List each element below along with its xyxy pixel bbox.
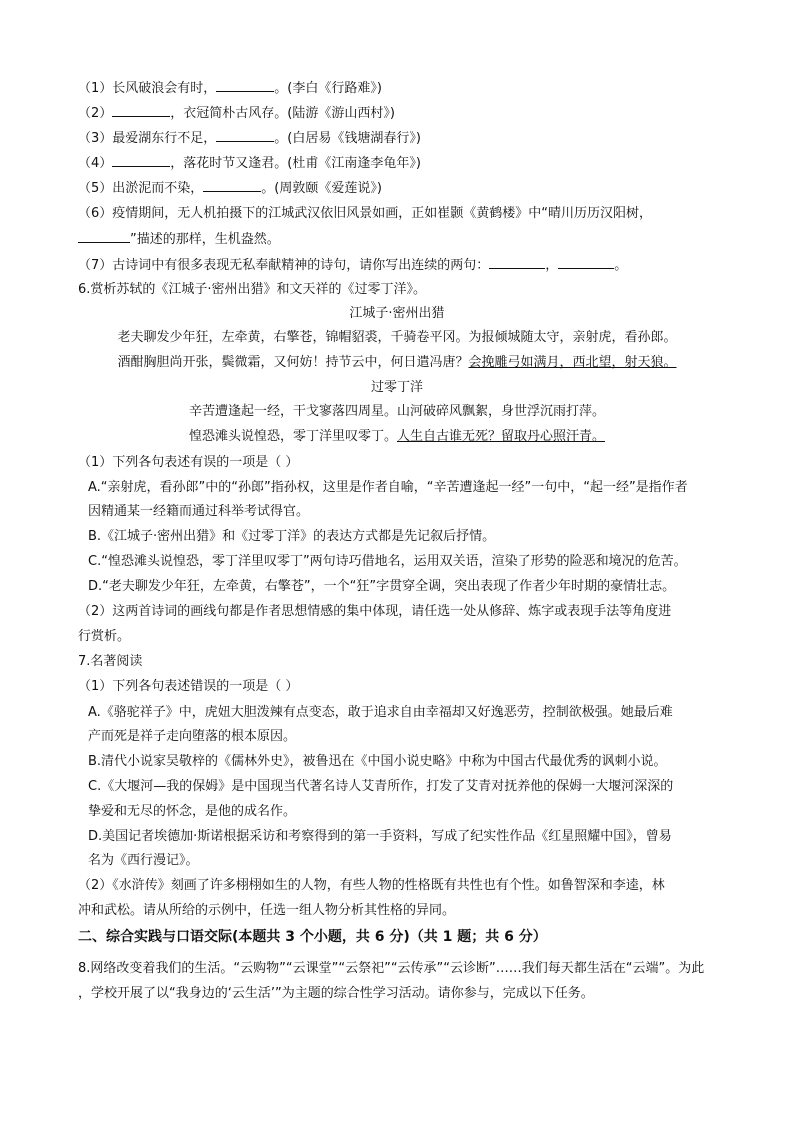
poetry-item-4 xyxy=(78,154,421,173)
answer-blank[interactable] xyxy=(216,129,274,142)
underlined-line: 人生自古谁无死？留取丹心照汗青。 xyxy=(397,429,606,444)
poetry-item-6-line1: （6）疫情期间，无人机拍摄下的江城武汉依旧风景如画，正如崔颢《黄鹤楼》中“晴川历历汉阳树， xyxy=(78,206,653,221)
poem-text: 酒酣胸胆尚开张，鬓微霜，又何妨！持节云中，何日遣冯唐？ xyxy=(117,355,469,370)
item-text: 。(白居易《钱塘湖春行》) xyxy=(274,131,421,146)
item-text: ，衣冠简朴古风存。(陆游《游山西村》) xyxy=(170,106,395,121)
q7-sub1: （1）下列各句表述错误的一项是（ ） xyxy=(78,679,299,694)
q7-sub2-line1: （2）《水浒传》刻画了许多栩栩如生的人物，有些人物的性格既有共性也有个性。如鲁智深和李逵，林 xyxy=(78,878,665,893)
q7-option-d-line1: D.美国记者埃德加·斯诺根据采访和考察得到的第一手资料，写成了纪实性作品《红星照耀中国》，曾易 xyxy=(88,829,672,844)
q7-option-a-line2: 产而死是祥子走向堕落的根本原因。 xyxy=(88,729,297,744)
q6-sub1: （1）下列各句表述有误的一项是（ ） xyxy=(78,455,299,470)
answer-blank[interactable] xyxy=(78,230,130,243)
item-text: （3）最爱湖东行不足， xyxy=(78,131,217,146)
poetry-item-5 xyxy=(78,179,382,198)
answer-blank[interactable] xyxy=(489,256,545,269)
q7-option-a-line1: A.《骆驼祥子》中，虎妞大胆泼辣有点变态，敢于追求自由幸福却又好逸恶劳，控制欲极强。她最后难 xyxy=(88,705,673,720)
q7-option-b: B.清代小说家吴敬梓的《儒林外史》，被鲁迅在《中国小说史略》中称为中国古代最优秀的讽刺小说。 xyxy=(88,754,667,769)
item-text: ”描述的那样，生机盎然。 xyxy=(130,232,280,247)
q7-option-c-line2: 挚爱和无尽的怀念，是他的成名作。 xyxy=(88,804,297,819)
answer-blank[interactable] xyxy=(203,179,261,192)
poem2-title: 过零丁洋 xyxy=(370,380,423,395)
section-2-heading: 二、综合实践与口语交际(本题共 3 个小题，共 6 分)（共 1 题；共 6 分） xyxy=(78,929,547,945)
q6-option-b: B.《江城子·密州出猎》和《过零丁洋》的表达方式都是先记叙后抒情。 xyxy=(88,529,496,544)
poem-text: 惶恐滩头说惶恐，零丁洋里叹零丁。 xyxy=(188,429,397,444)
q6-option-a-line2: 因精通某一经籍而通过科举考试得官。 xyxy=(88,504,310,519)
q6-option-c: C.“惶恐滩头说惶恐，零丁洋里叹零丁”两句诗巧借地名，运用双关语，渲染了形势的险恶和境况的危苦。 xyxy=(88,554,687,569)
item-text: （1）长风破浪会有时， xyxy=(78,81,217,96)
underlined-line: 会挽雕弓如满月，西北望，射天狼。 xyxy=(468,355,677,370)
item-text: ， xyxy=(545,258,559,273)
q8-line2: ，学校开展了以“我身边的‘云生活’”为主题的综合性学习活动。请你参与，完成以下任务。 xyxy=(78,986,594,1001)
item-text: （7）古诗词中有很多表现无私奉献精神的诗句，请你写出连续的两句： xyxy=(78,258,490,273)
answer-blank[interactable] xyxy=(558,256,614,269)
question-7-heading: 7.名著阅读 xyxy=(78,654,143,669)
q7-option-c-line1: C.《大堰河—我的保姆》是中国现当代著名诗人艾青所作，打发了艾青对抚养他的保姆一大堰河深深的 xyxy=(88,779,674,794)
item-text: （2） xyxy=(78,106,113,121)
answer-blank[interactable] xyxy=(216,79,274,92)
q6-sub2-line1: （2）这两首诗词的画线句都是作者思想情感的集中体现，请任选一处从修辞、炼字或表现手法等角度进 xyxy=(78,604,672,619)
question-6-heading: 6.赏析苏轼的《江城子·密州出猎》和文天祥的《过零丁洋》。 xyxy=(78,282,427,297)
answer-blank[interactable] xyxy=(112,104,170,117)
poetry-item-2 xyxy=(78,104,395,123)
poetry-item-6-line2 xyxy=(78,230,280,249)
poem1-line1: 老夫聊发少年狂，左牵黄，右擎苍，锦帽貂裘，千骑卷平冈。为报倾城随太守，亲射虎，看孙郎。 xyxy=(117,330,677,345)
poem1-line2 xyxy=(0,354,794,372)
item-text: 。(李白《行路难》) xyxy=(274,81,382,96)
item-text: （4） xyxy=(78,156,113,171)
poem1-title: 江城子·密州出猎 xyxy=(349,306,445,321)
q6-option-d: D.“老夫聊发少年狂，左牵黄，右擎苍”，一个“狂”字贯穿全调，突出表现了作者少年时期的豪情壮志。 xyxy=(88,579,676,594)
poem2-line1: 辛苦遭逢起一经，干戈寥落四周星。山河破碎风飘絮，身世浮沉雨打萍。 xyxy=(188,404,605,419)
q8-line1: 8.网络改变着我们的生活。“云购物”“云课堂”“云祭祀”“云传承”“云诊断”……我们每天都生活在“云端”。为此 xyxy=(78,961,705,976)
q6-option-a-line1: A.“亲射虎，看孙郎”中的“孙郎”指孙权，这里是作者自喻，“辛苦遭逢起一经”一句中，“起一经”是指作者 xyxy=(88,480,688,495)
poem2-line2 xyxy=(0,428,794,446)
item-text: 。 xyxy=(614,258,628,273)
poetry-item-3 xyxy=(78,129,421,148)
item-text: （5）出淤泥而不染， xyxy=(78,181,204,196)
q7-option-d-line2: 名为《西行漫记》。 xyxy=(88,853,199,868)
q7-sub2-line2: 冲和武松。请从所给的示例中，任选一组人物分析其性格的异同。 xyxy=(78,903,456,918)
answer-blank[interactable] xyxy=(112,154,170,167)
poetry-item-1 xyxy=(78,79,382,98)
poetry-item-7 xyxy=(78,256,627,275)
item-text: 。(周敦颐《爱莲说》) xyxy=(261,181,382,196)
q6-sub2-line2: 行赏析。 xyxy=(78,629,131,644)
item-text: ，落花时节又逢君。(杜甫《江南逢李龟年》) xyxy=(170,156,421,171)
